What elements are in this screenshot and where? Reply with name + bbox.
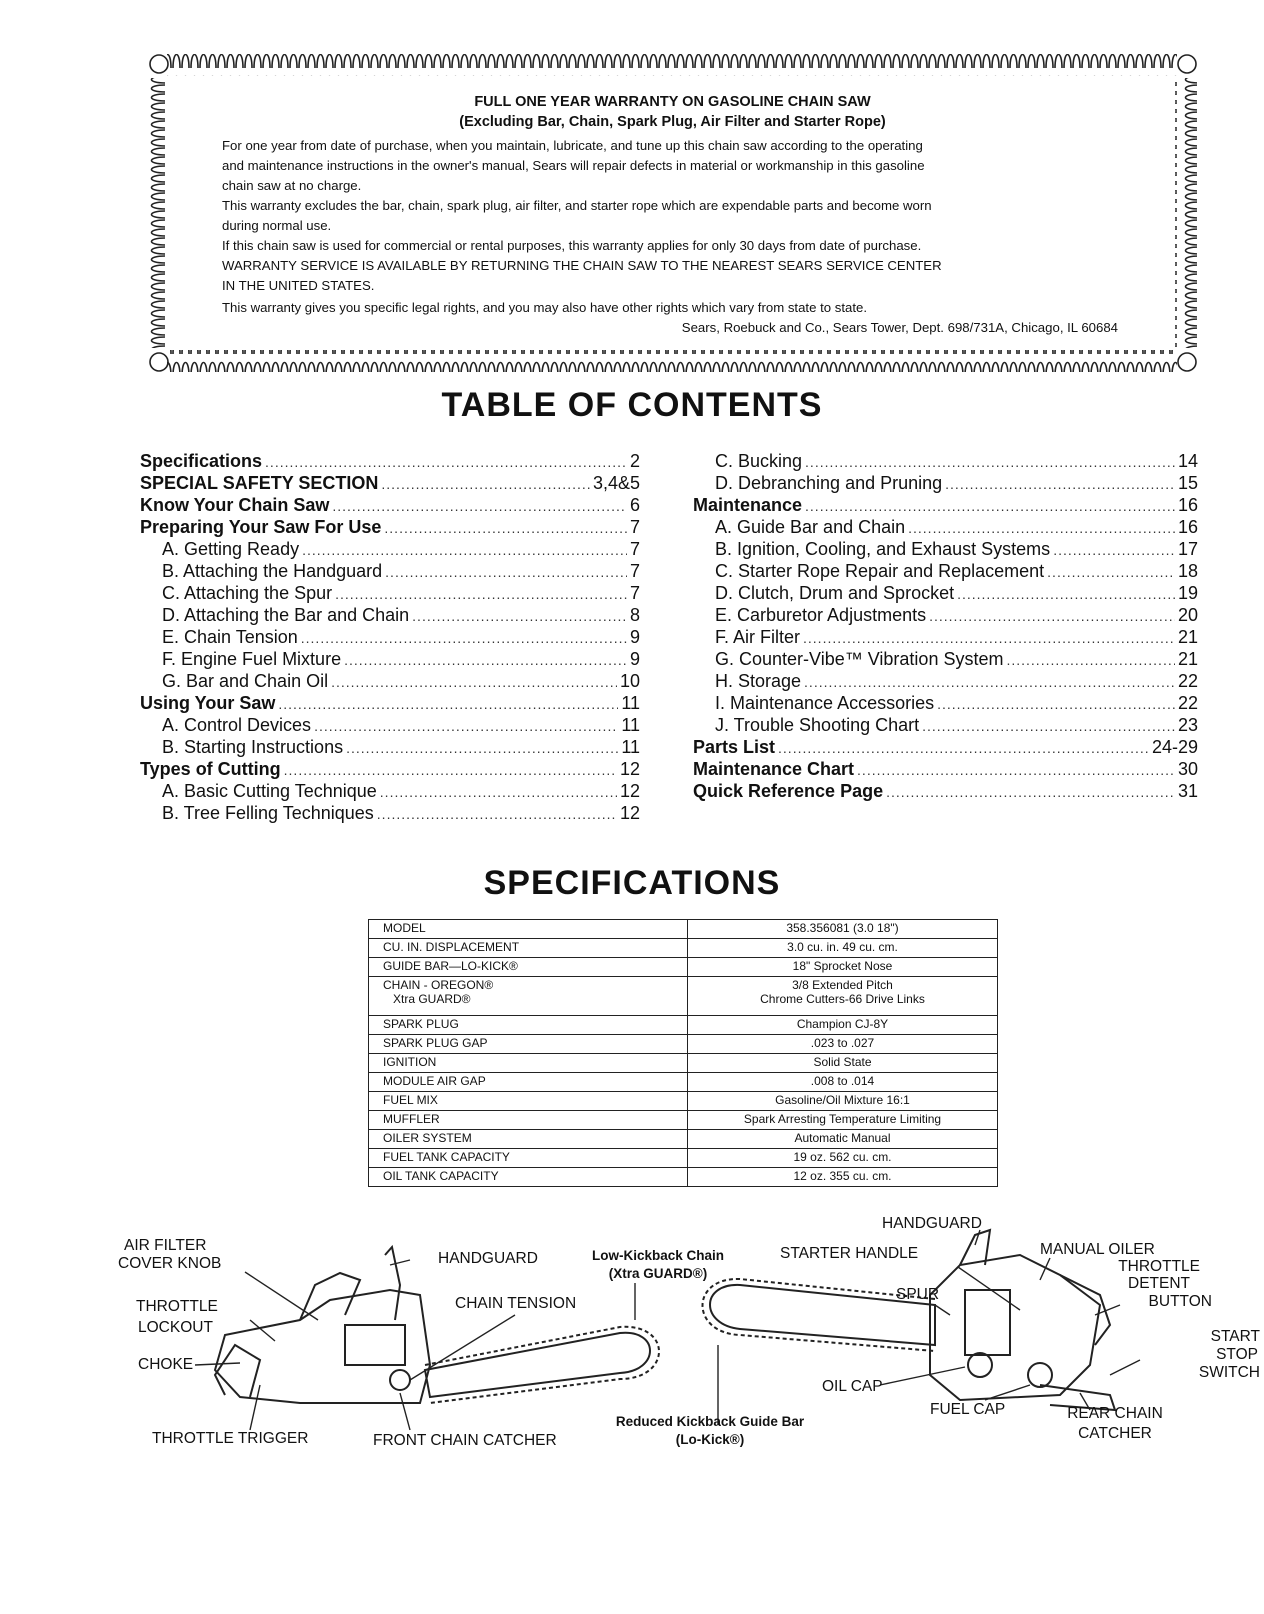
- label-throttle-detent: THROTTLE: [1118, 1258, 1200, 1275]
- toc-leader: [278, 693, 618, 715]
- toc-entry-title: B. Ignition, Cooling, and Exhaust Systems: [715, 539, 1051, 559]
- right-saw-fuel-cap: [1028, 1363, 1052, 1387]
- toc-entry-title: Maintenance: [693, 495, 803, 515]
- specifications-table: [368, 919, 998, 1187]
- toc-entry-title: B. Attaching the Handguard: [162, 561, 383, 581]
- toc-entry-title: A. Getting Ready: [162, 539, 300, 559]
- spec-value: Automatic Manual: [688, 1130, 998, 1149]
- label-starter-handle: STARTER HANDLE: [780, 1245, 919, 1262]
- warranty-line: For one year from date of purchase, when you maintain, lubricate, and tune up this chain saw according to the operating: [222, 138, 923, 153]
- spec-key: IGNITION: [369, 1054, 688, 1073]
- toc-entry-page: 6: [629, 495, 640, 515]
- toc-entry: [140, 450, 640, 472]
- toc-entry: [140, 494, 640, 516]
- toc-entry-title: J. Trouble Shooting Chart: [715, 715, 920, 735]
- table-row: [369, 1016, 998, 1035]
- label-chain-tension: CHAIN TENSION: [455, 1295, 577, 1312]
- left-saw-rear-handle: [215, 1345, 260, 1397]
- toc-entry-page: 12: [619, 781, 640, 801]
- toc-entry: [140, 604, 640, 626]
- spec-key: SPARK PLUG GAP: [369, 1035, 688, 1054]
- toc-leader: [377, 803, 617, 825]
- spec-key: MODEL: [369, 920, 688, 939]
- spec-key: FUEL TANK CAPACITY: [369, 1149, 688, 1168]
- label-fuel-cap: FUEL CAP: [930, 1401, 1006, 1418]
- toc-entry-title: G. Counter-Vibe™ Vibration System: [715, 649, 1004, 669]
- toc-leader: [805, 495, 1175, 517]
- toc-entry-title: C. Starter Rope Repair and Replacement: [715, 561, 1045, 581]
- toc-entry-title: SPECIAL SAFETY SECTION: [140, 473, 379, 493]
- toc-entry-page: 3,4&5: [592, 473, 640, 493]
- toc-leader: [380, 781, 617, 803]
- toc-entry-page: 24-29: [1151, 737, 1198, 757]
- toc-entry: [140, 802, 640, 824]
- toc-entry-page: 10: [619, 671, 640, 691]
- toc-entry-title: Parts List: [693, 737, 776, 757]
- label-cover-knob: COVER KNOB: [118, 1255, 222, 1272]
- spec-key: GUIDE BAR—LO-KICK®: [369, 958, 688, 977]
- toc-entry-page: 16: [1177, 495, 1198, 515]
- toc-leader: [381, 473, 590, 495]
- warranty-box: [145, 48, 1200, 378]
- left-saw-handguard: [385, 1247, 400, 1320]
- toc-entry-title: C. Bucking: [715, 451, 803, 471]
- left-saw-chain-tension-knob: [390, 1370, 410, 1390]
- toc-entry: [693, 780, 1198, 802]
- toc-entry-title: E. Chain Tension: [162, 627, 298, 647]
- warranty-title: FULL ONE YEAR WARRANTY ON GASOLINE CHAIN SAW: [474, 94, 871, 110]
- label-choke: CHOKE: [138, 1356, 194, 1373]
- toc-entry: [140, 560, 640, 582]
- label-xtra-guard: (Xtra GUARD®): [608, 1266, 708, 1281]
- spec-value: 3/8 Extended Pitch: [792, 978, 893, 992]
- toc-entry-title: I. Maintenance Accessories: [715, 693, 935, 713]
- table-row: [369, 1035, 998, 1054]
- toc-leader: [1053, 539, 1175, 561]
- toc-entry-title: B. Tree Felling Techniques: [162, 803, 374, 823]
- spec-value-cell: [688, 977, 998, 1016]
- label-front-chain-catcher: FRONT CHAIN CATCHER: [373, 1432, 557, 1449]
- toc-entry-page: 18: [1177, 561, 1198, 581]
- label-throttle-trigger: THROTTLE TRIGGER: [152, 1430, 309, 1447]
- spec-value: Spark Arresting Temperature Limiting: [688, 1111, 998, 1130]
- toc-entry: [693, 758, 1198, 780]
- table-row: [369, 1092, 998, 1111]
- toc-leader: [804, 671, 1175, 693]
- toc-leader: [886, 781, 1175, 803]
- spec-value: Champion CJ-8Y: [688, 1016, 998, 1035]
- toc-entry: [693, 582, 1198, 604]
- toc-entry-page: 15: [1177, 473, 1198, 493]
- warranty-line: WARRANTY SERVICE IS AVAILABLE BY RETURNING THE CHAIN SAW TO THE NEAREST SEARS SERVICE CENTER: [222, 258, 942, 273]
- toc-entry-title: C. Attaching the Spur: [162, 583, 333, 603]
- toc-entry: [693, 670, 1198, 692]
- label-low-kickback-chain: Low-Kickback Chain: [591, 1248, 725, 1263]
- warranty-line: chain saw at no charge.: [222, 178, 362, 193]
- toc-leader: [922, 715, 1175, 737]
- toc-entry: [140, 692, 640, 714]
- toc-leader: [332, 495, 627, 517]
- spec-value: .023 to .027: [688, 1035, 998, 1054]
- toc-entry-title: E. Carburetor Adjustments: [715, 605, 927, 625]
- toc-entry-title: H. Storage: [715, 671, 802, 691]
- toc-entry-page: 22: [1177, 693, 1198, 713]
- label-rear-chain-catcher: CATCHER: [1078, 1425, 1152, 1442]
- toc-leader: [1006, 649, 1175, 671]
- warranty-line: This warranty gives you specific legal rights, and you may also have other rights which vary from state to state.: [222, 300, 868, 315]
- spec-key: CU. IN. DISPLACEMENT: [369, 939, 688, 958]
- toc-entry-page: 23: [1177, 715, 1198, 735]
- spec-value-sub: Chrome Cutters-66 Drive Links: [760, 992, 925, 1006]
- table-row: [369, 1111, 998, 1130]
- toc-leader: [1047, 561, 1175, 583]
- toc-entry: [693, 604, 1198, 626]
- label-start-stop-switch: SWITCH: [1198, 1364, 1260, 1381]
- toc-entry-page: 14: [1177, 451, 1198, 471]
- toc-entry-page: 11: [621, 715, 640, 735]
- toc-entry-page: 20: [1177, 605, 1198, 625]
- spec-key-cell: [369, 977, 688, 1016]
- right-saw-oil-cap: [968, 1353, 992, 1377]
- toc-entry: [140, 670, 640, 692]
- table-row: [369, 1073, 998, 1092]
- toc-leader: [778, 737, 1149, 759]
- spec-value: Gasoline/Oil Mixture 16:1: [688, 1092, 998, 1111]
- toc-entry: [693, 648, 1198, 670]
- label-spur: SPUR: [896, 1286, 940, 1303]
- label-throttle-detent: DETENT: [1128, 1275, 1190, 1292]
- toc-entry-title: Types of Cutting: [140, 759, 281, 779]
- toc-entry-title: Know Your Chain Saw: [140, 495, 330, 515]
- toc-leader: [957, 583, 1175, 605]
- toc-entry-title: F. Engine Fuel Mixture: [162, 649, 342, 669]
- label-throttle-detent: BUTTON: [1148, 1293, 1212, 1310]
- toc-entry-title: F. Air Filter: [715, 627, 801, 647]
- toc-entry-title: G. Bar and Chain Oil: [162, 671, 329, 691]
- toc-entry: [693, 692, 1198, 714]
- spec-key: FUEL MIX: [369, 1092, 688, 1111]
- toc-entry: [140, 472, 640, 494]
- spec-value: 18" Sprocket Nose: [688, 958, 998, 977]
- warranty-line: IN THE UNITED STATES.: [222, 278, 375, 293]
- right-saw-handguard: [960, 1230, 990, 1265]
- toc-entry: [140, 538, 640, 560]
- label-rear-chain-catcher: REAR CHAIN: [1067, 1405, 1163, 1422]
- spec-key: MODULE AIR GAP: [369, 1073, 688, 1092]
- toc-entry-page: 31: [1177, 781, 1198, 801]
- toc-entry-page: 2: [629, 451, 640, 471]
- label-start-stop-switch: START: [1210, 1328, 1260, 1345]
- toc-leader: [346, 737, 618, 759]
- toc-entry-page: 19: [1177, 583, 1198, 603]
- left-chain: [425, 1327, 659, 1403]
- toc-entry: [140, 516, 640, 538]
- toc-entry-page: 16: [1177, 517, 1198, 537]
- toc-leader: [805, 451, 1175, 473]
- toc-leader: [265, 451, 627, 473]
- toc-leader: [344, 649, 627, 671]
- spec-key-sub: Xtra GUARD®: [393, 992, 471, 1006]
- toc-entry: [693, 538, 1198, 560]
- toc-entry-title: D. Clutch, Drum and Sprocket: [715, 583, 955, 603]
- label-manual-oiler: MANUAL OILER: [1040, 1241, 1155, 1258]
- toc-entry-page: 8: [629, 605, 640, 625]
- spec-key: CHAIN - OREGON®: [383, 978, 494, 992]
- spec-key: SPARK PLUG: [369, 1016, 688, 1035]
- spec-key: OIL TANK CAPACITY: [369, 1168, 688, 1187]
- label-start-stop-switch: STOP: [1216, 1346, 1258, 1363]
- toc-entry-title: A. Basic Cutting Technique: [162, 781, 377, 801]
- spec-value: 358.356081 (3.0 18"): [688, 920, 998, 939]
- table-row: [369, 1149, 998, 1168]
- label-reduced-kickback-bar: Reduced Kickback Guide Bar: [615, 1414, 805, 1429]
- table-row: [369, 1130, 998, 1149]
- label-air-filter: AIR FILTER: [124, 1237, 207, 1254]
- toc-leader: [937, 693, 1175, 715]
- label-throttle-lockout: LOCKOUT: [138, 1319, 213, 1336]
- specifications-heading: SPECIFICATIONS: [483, 864, 781, 902]
- left-saw-engine-fins: [345, 1325, 405, 1365]
- toc-leader: [301, 627, 627, 649]
- toc-entry: [140, 714, 640, 736]
- toc-entry: [140, 626, 640, 648]
- toc-entry-page: 7: [629, 583, 640, 603]
- toc-leader: [384, 517, 627, 539]
- toc-entry: [140, 582, 640, 604]
- spec-value: 19 oz. 562 cu. cm.: [688, 1149, 998, 1168]
- toc-entry-title: D. Debranching and Pruning: [715, 473, 943, 493]
- toc-entry-page: 9: [629, 627, 640, 647]
- label-oil-cap: OIL CAP: [822, 1378, 883, 1395]
- warranty-line: during normal use.: [222, 218, 332, 233]
- toc-entry: [693, 450, 1198, 472]
- toc-leader: [908, 517, 1175, 539]
- toc-entry-title: Quick Reference Page: [693, 781, 884, 801]
- toc-entry: [693, 714, 1198, 736]
- toc-entry-title: Preparing Your Saw For Use: [140, 517, 382, 537]
- warranty-line: and maintenance instructions in the owner's manual, Sears will repair defects in material or workmanship in this gasoline: [222, 158, 925, 173]
- spec-value: 12 oz. 355 cu. cm.: [688, 1168, 998, 1187]
- toc-heading: TABLE OF CONTENTS: [441, 386, 823, 424]
- toc-leader: [945, 473, 1175, 495]
- toc-entry-page: 12: [619, 803, 640, 823]
- table-row: [369, 920, 998, 939]
- toc-leader: [385, 561, 627, 583]
- toc-leader: [857, 759, 1175, 781]
- toc-entry: [693, 626, 1198, 648]
- warranty-signature: Sears, Roebuck and Co., Sears Tower, Dept. 698/731A, Chicago, IL 60684: [681, 320, 1118, 335]
- toc-entry-page: 11: [621, 693, 640, 713]
- label-handguard-left: HANDGUARD: [438, 1250, 538, 1267]
- toc-entry-page: 7: [629, 517, 640, 537]
- toc-leader: [335, 583, 627, 605]
- toc-leader: [302, 539, 627, 561]
- table-row: [369, 939, 998, 958]
- toc-leader: [314, 715, 618, 737]
- label-lo-kick: (Lo-Kick®): [675, 1432, 745, 1447]
- toc-entry-page: 7: [629, 539, 640, 559]
- warranty-line: This warranty excludes the bar, chain, spark plug, air filter, and starter rope which are expendable parts and become worn: [222, 198, 932, 213]
- toc-entry: [693, 560, 1198, 582]
- toc-entry: [693, 516, 1198, 538]
- spec-key: MUFFLER: [369, 1111, 688, 1130]
- toc-leader: [929, 605, 1175, 627]
- toc-entry: [693, 736, 1198, 758]
- toc-entry-title: Specifications: [140, 451, 263, 471]
- toc-entry-page: 22: [1177, 671, 1198, 691]
- toc-entry-title: Maintenance Chart: [693, 759, 855, 779]
- table-row: [369, 958, 998, 977]
- toc-entry-page: 12: [619, 759, 640, 779]
- toc-leader: [803, 627, 1175, 649]
- toc-entry-page: 7: [629, 561, 640, 581]
- toc-entry: [140, 648, 640, 670]
- toc-leader: [412, 605, 627, 627]
- spec-value: Solid State: [688, 1054, 998, 1073]
- toc-entry-page: 21: [1177, 649, 1198, 669]
- toc-entry: [693, 472, 1198, 494]
- toc-entry-title: A. Guide Bar and Chain: [715, 517, 906, 537]
- toc-entry: [140, 736, 640, 758]
- table-row: [369, 1168, 998, 1187]
- toc-entry-page: 17: [1177, 539, 1198, 559]
- toc-leader: [331, 671, 617, 693]
- chain-saw-diagram: [0, 1215, 1264, 1495]
- toc-entry-title: A. Control Devices: [162, 715, 312, 735]
- label-handguard-top: HANDGUARD: [882, 1215, 982, 1232]
- spec-value: .008 to .014: [688, 1073, 998, 1092]
- toc-entry: [140, 758, 640, 780]
- right-saw-body: [930, 1255, 1100, 1400]
- spec-value: 3.0 cu. in. 49 cu. cm.: [688, 939, 998, 958]
- label-throttle-lockout: THROTTLE: [136, 1298, 218, 1315]
- warranty-subtitle: (Excluding Bar, Chain, Spark Plug, Air Filter and Starter Rope): [459, 114, 886, 130]
- toc-entry-page: 11: [621, 737, 640, 757]
- table-row: [369, 977, 998, 1016]
- warranty-line: If this chain saw is used for commercial or rental purposes, this warranty applies for only 30 days from date of purchase.: [222, 238, 922, 253]
- table-row: [369, 1054, 998, 1073]
- toc-entry-title: B. Starting Instructions: [162, 737, 344, 757]
- toc-entry: [693, 494, 1198, 516]
- toc-entry-page: 30: [1177, 759, 1198, 779]
- toc-entry-page: 21: [1177, 627, 1198, 647]
- toc-entry-title: Using Your Saw: [140, 693, 276, 713]
- toc-entry-title: D. Attaching the Bar and Chain: [162, 605, 410, 625]
- toc-entry: [140, 780, 640, 802]
- toc-entry-page: 9: [629, 649, 640, 669]
- right-saw-clutch-cover: [965, 1290, 1010, 1355]
- toc-leader: [284, 759, 617, 781]
- spec-key: OILER SYSTEM: [369, 1130, 688, 1149]
